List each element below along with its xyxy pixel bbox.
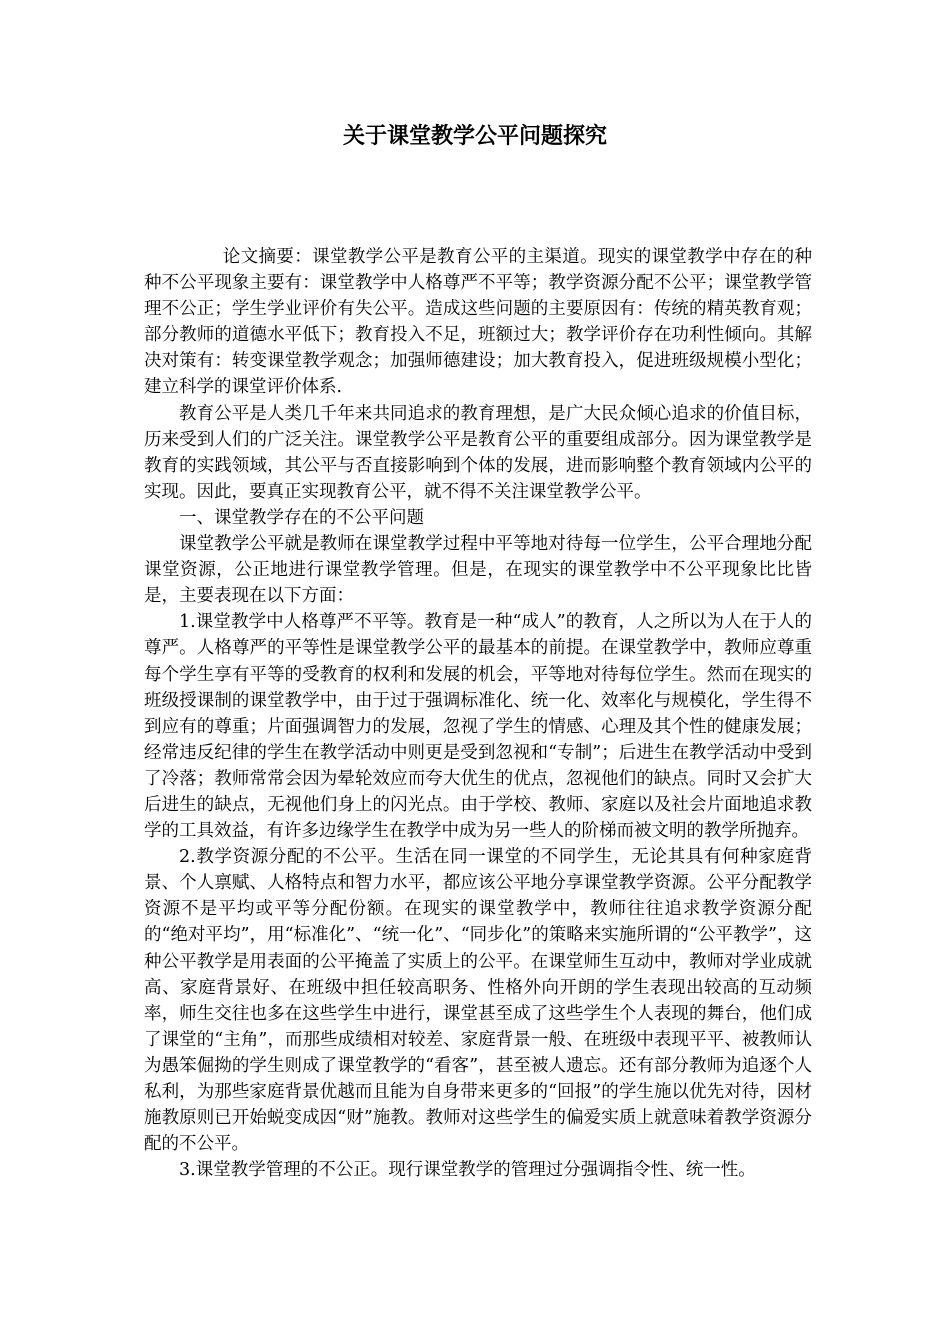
- point-2-paragraph: 2.教学资源分配的不公平。生活在同一课堂的不同学生，无论其具有何种家庭背景、个人禀赋、人格特点和智力水平，都应该公平地分享课堂教学资源。公平分配教学资源不是平均或平等分配份额。在现实的课堂教学中，教师往往追求教学资源分配的“绝对平均”，用“标准化”、“统一化”、“同步化”的策略来实施所谓的“公平教学”，这种公平教学是用表面的公平掩盖了实质上的公平。在课堂师生互动中，教师对学业成就高、家庭背景好、在班级中担任较高职务、性格外向开朗的学生表现出较高的互动频率，师生交往也多在这些学生中进行，课堂甚至成了这些学生个人表现的舞台，他们成了课堂的“主角”，而那些成绩相对较差、家庭背景一般、在班级中表现平平、被教师认为愚笨倔拗的学生则成了课堂教学的“看客”，甚至被人遗忘。还有部分教师为追逐个人私利，为那些家庭背景优越而且能为自身带来更多的“回报”的学生施以优先对待，因材施教原则已开始蜕变成因“财”施教。教师对这些学生的偏爱实质上就意味着教学资源分配的不公平。: [144, 847, 812, 1155]
- point-3-paragraph: 3.课堂教学管理的不公正。现行课堂教学的管理过分强调指令性、统一性。: [179, 1160, 756, 1181]
- section-heading: 一、课堂教学存在的不公平问题: [179, 507, 424, 528]
- section-intro-paragraph: 课堂教学公平就是教师在课堂教学过程中平等地对待每一位学生，公平合理地分配课堂资源，公正地进行课堂教学管理。但是，在现实的课堂教学中不公平现象比比皆是，主要表现在以下方面：: [144, 534, 812, 607]
- point-1-paragraph: 1.课堂教学中人格尊严不平等。教育是一种“成人”的教育，人之所以为人在于人的尊严。人格尊严的平等性是课堂教学公平的最基本的前提。在课堂教学中，教师应尊重每个学生享有平等的受教育的权利和发展的机会，平等地对待每位学生。然而在现实的班级授课制的课堂教学中，由于过于强调标准化、统一化、效率化与规模化，学生得不到应有的尊重；片面强调智力的发展，忽视了学生的情感、心理及其个性的健康发展；经常违反纪律的学生在教学活动中则更是受到忽视和“专制”；后进生在教学活动中受到了冷落；教师常常会因为晕轮效应而夸大优生的优点，忽视他们的缺点。同时又会扩大后进生的缺点，无视他们身上的闪光点。由于学校、教师、家庭以及社会片面地追求教学的工具效益，有许多边缘学生在教学中成为另一些人的阶梯而被文明的教学所抛弃。: [144, 612, 812, 842]
- document-body: [144, 244, 812, 1183]
- intro-paragraph: 教育公平是人类几千年来共同追求的教育理想，是广大民众倾心追求的价值目标，历来受到人们的广泛关注。课堂教学公平是教育公平的重要组成部分。因为课堂教学是教育的实践领域，其公平与否直接影响到个体的发展，进而影响整个教育领域内公平的实现。因此，要真正实现教育公平，就不得不关注课堂教学公平。: [144, 403, 812, 502]
- abstract-paragraph: 论文摘要：课堂教学公平是教育公平的主渠道。现实的课堂教学中存在的种种不公平现象主要有：课堂教学中人格尊严不平等；教学资源分配不公平；课堂教学管理不公正；学生学业评价有失公平。造成这些问题的主要原因有：传统的精英教育观；部分教师的道德水平低下；教育投入不足，班额过大；教学评价存在功利性倾向。其解决对策有：转变课堂教学观念；加强师德建设；加大教育投入，促进班级规模小型化；建立科学的课堂评价体系.: [144, 247, 812, 398]
- document-title: 关于课堂教学公平问题探究: [342, 124, 607, 149]
